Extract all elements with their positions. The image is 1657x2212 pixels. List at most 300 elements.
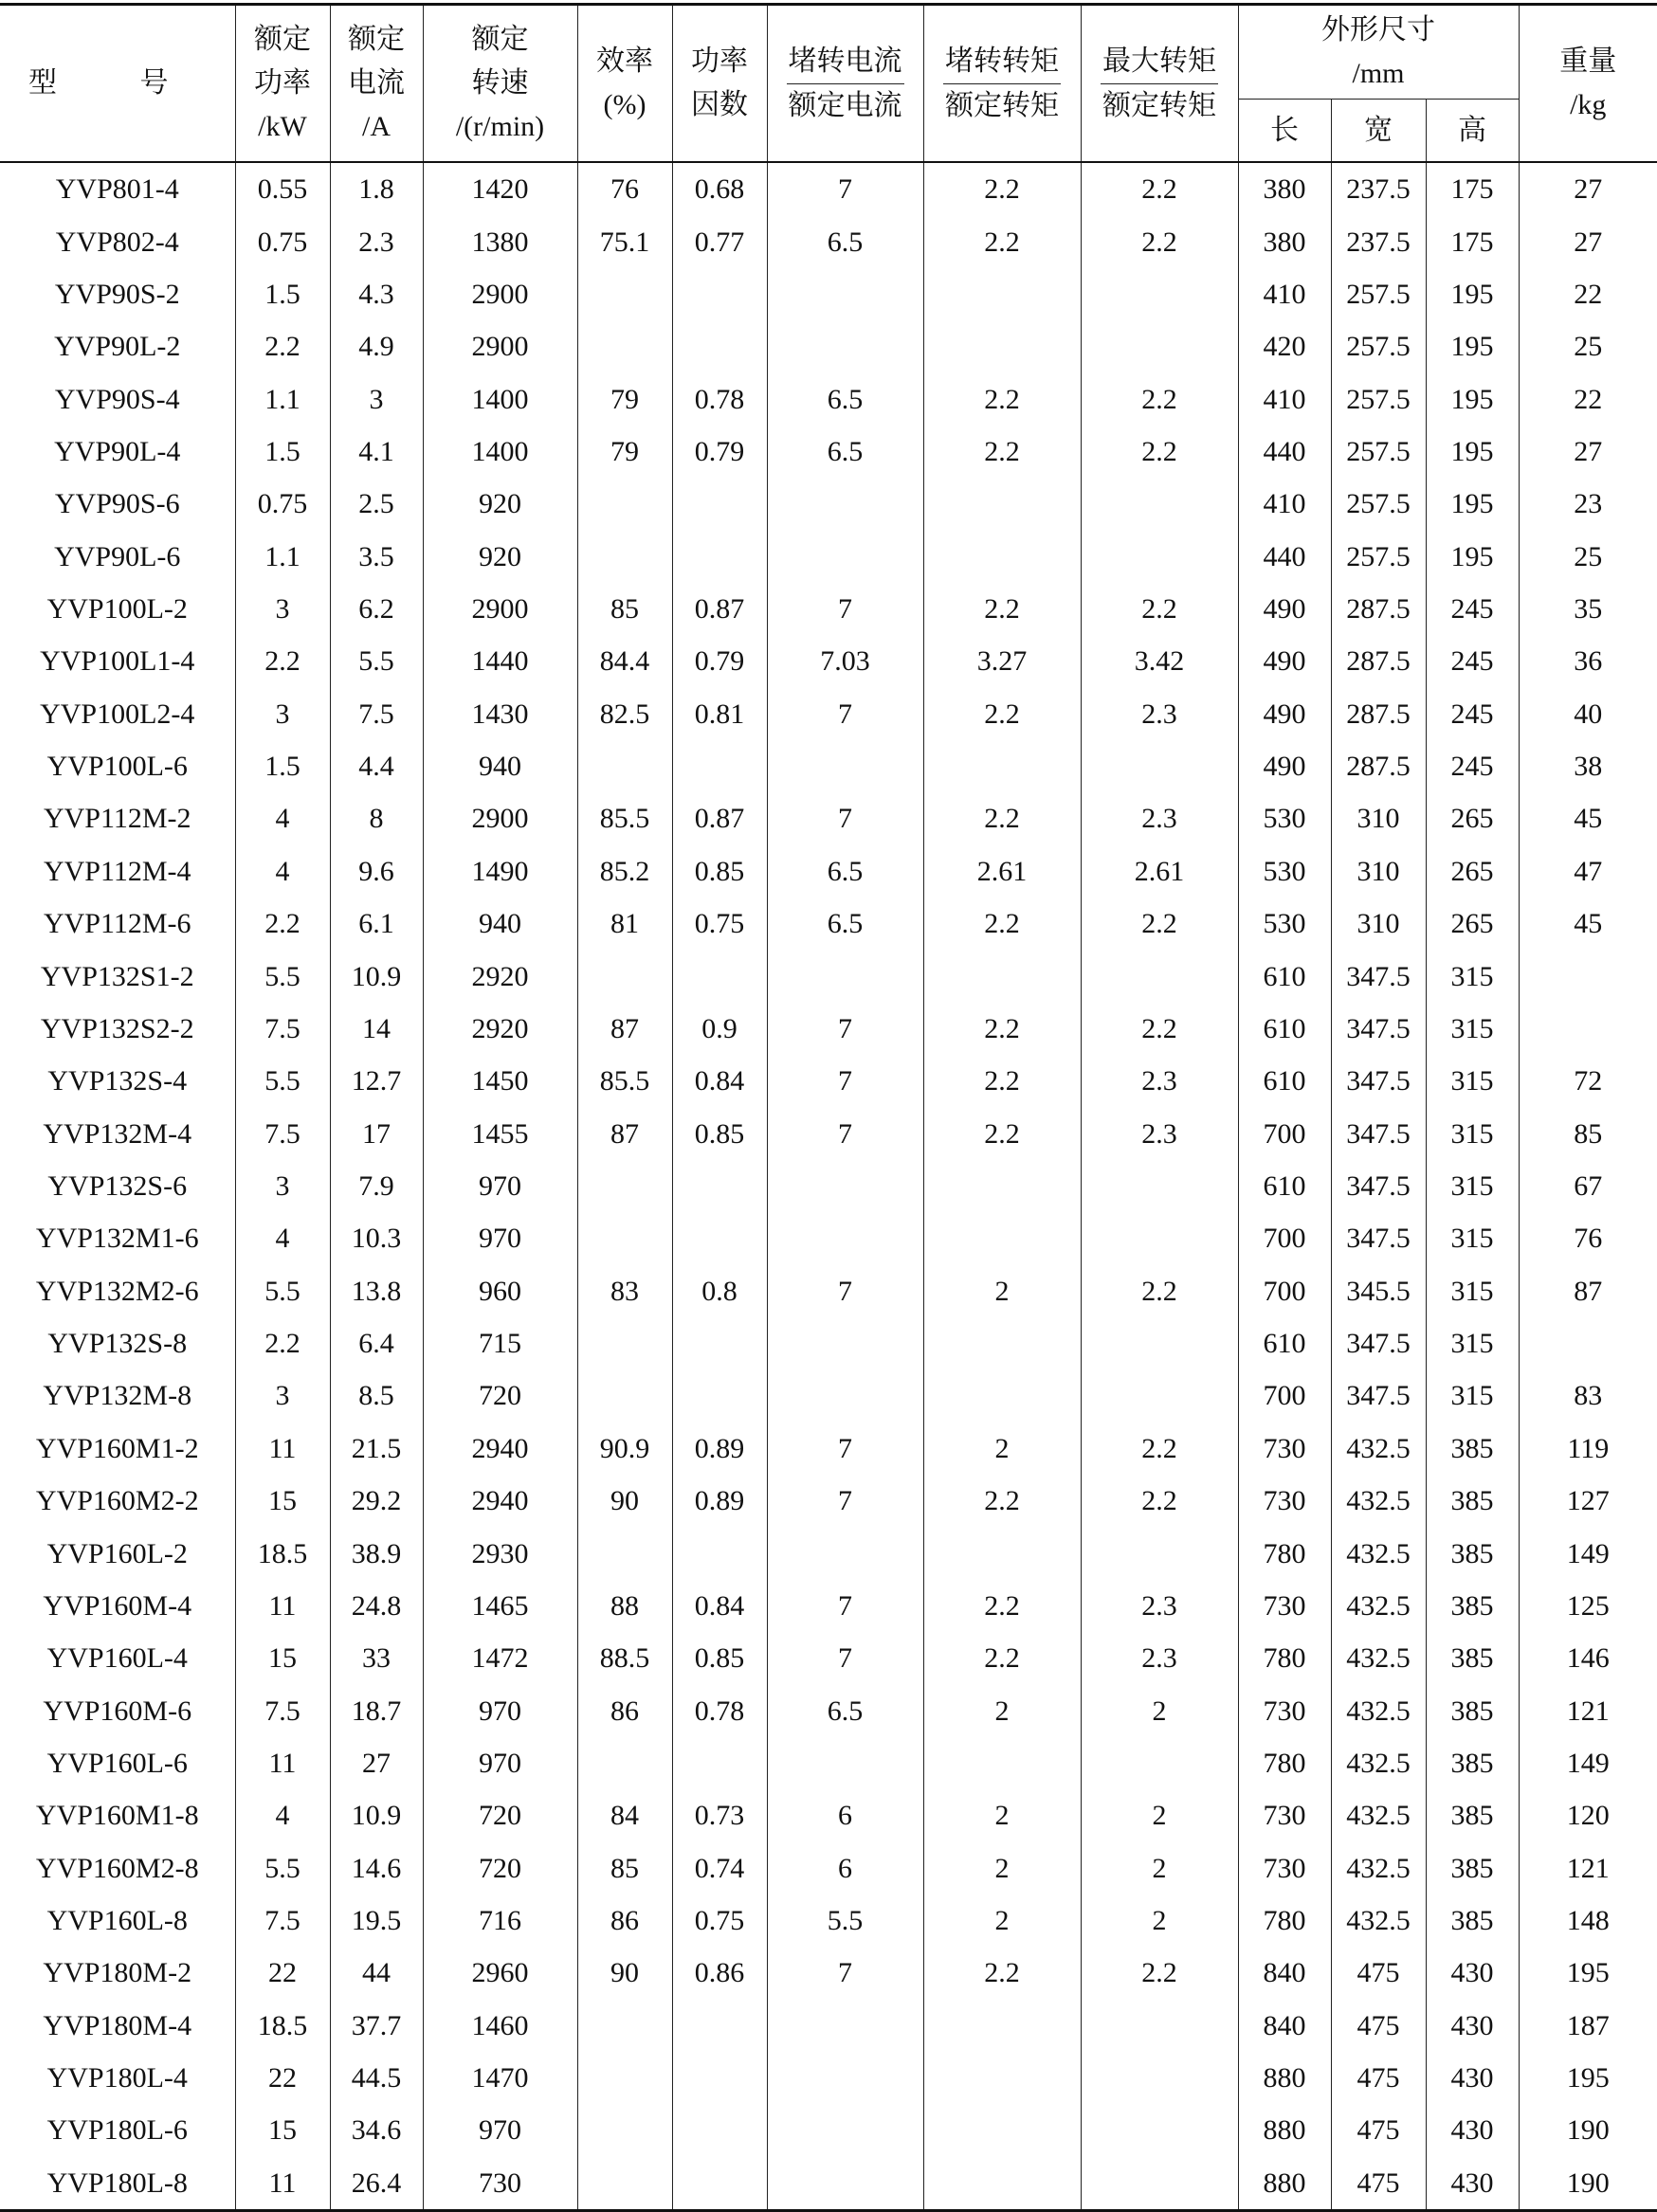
cell-model: YVP160M1-2 [0, 1423, 235, 1475]
cell-height: 315 [1426, 1369, 1519, 1422]
cell-rated-speed: 1400 [423, 426, 577, 478]
cell-width: 257.5 [1331, 320, 1426, 372]
header-weight-line1: 重量 [1559, 45, 1617, 77]
cell-rated-current: 5.5 [330, 635, 423, 687]
cell-rated-power: 15 [235, 1632, 330, 1684]
cell-locked-torque-ratio: 3.27 [923, 635, 1081, 687]
cell-model: YVP90S-2 [0, 268, 235, 320]
cell-rated-current: 10.9 [330, 950, 423, 1002]
cell-locked-current-ratio [767, 1212, 923, 1264]
cell-length: 530 [1238, 792, 1331, 844]
cell-rated-current: 6.1 [330, 897, 423, 950]
cell-weight: 76 [1519, 1212, 1657, 1264]
cell-width: 432.5 [1331, 1684, 1426, 1736]
cell-rated-power: 0.75 [235, 478, 330, 530]
cell-length: 490 [1238, 740, 1331, 792]
cell-rated-current: 33 [330, 1632, 423, 1684]
cell-rated-power: 22 [235, 2052, 330, 2104]
cell-max-torque-ratio [1081, 531, 1238, 583]
cell-weight [1519, 950, 1657, 1002]
cell-height: 385 [1426, 1684, 1519, 1736]
cell-model: YVP112M-6 [0, 897, 235, 950]
cell-model: YVP100L-6 [0, 740, 235, 792]
header-dim-width: 宽 [1331, 100, 1426, 163]
cell-rated-power: 11 [235, 2157, 330, 2211]
cell-locked-current-ratio [767, 1317, 923, 1369]
cell-efficiency: 85 [577, 1842, 672, 1895]
cell-locked-current-ratio: 6.5 [767, 845, 923, 897]
cell-rated-current: 8.5 [330, 1369, 423, 1422]
cell-power-factor [672, 950, 767, 1002]
cell-rated-current: 6.2 [330, 583, 423, 635]
cell-rated-speed: 1380 [423, 215, 577, 267]
cell-max-torque-ratio: 2.3 [1081, 1055, 1238, 1107]
table-row [0, 426, 1657, 478]
cell-length: 700 [1238, 1369, 1331, 1422]
cell-weight: 121 [1519, 1842, 1657, 1895]
cell-height: 385 [1426, 1842, 1519, 1895]
cell-power-factor: 0.73 [672, 1789, 767, 1841]
cell-model: YVP132S1-2 [0, 950, 235, 1002]
cell-model: YVP160M-6 [0, 1684, 235, 1736]
cell-model: YVP160L-8 [0, 1895, 235, 1947]
cell-model: YVP90L-2 [0, 320, 235, 372]
cell-max-torque-ratio [1081, 950, 1238, 1002]
cell-max-torque-ratio: 3.42 [1081, 635, 1238, 687]
header-efficiency-unit: (%) [603, 89, 646, 120]
table-row [0, 1160, 1657, 1212]
header-rated-current-line1: 额定 [348, 24, 405, 55]
cell-length: 700 [1238, 1212, 1331, 1264]
cell-max-torque-ratio: 2.3 [1081, 688, 1238, 740]
table-row [0, 1212, 1657, 1264]
cell-locked-torque-ratio: 2.2 [923, 1580, 1081, 1632]
header-power-factor [672, 5, 767, 163]
cell-rated-power: 2.2 [235, 1317, 330, 1369]
cell-length: 490 [1238, 635, 1331, 687]
cell-length: 420 [1238, 320, 1331, 372]
cell-max-torque-ratio: 2.2 [1081, 1265, 1238, 1317]
cell-locked-torque-ratio: 2.2 [923, 688, 1081, 740]
cell-rated-current: 9.6 [330, 845, 423, 897]
cell-rated-current: 27 [330, 1737, 423, 1789]
table-row [0, 1684, 1657, 1736]
cell-max-torque-ratio: 2.2 [1081, 1947, 1238, 1999]
cell-efficiency [577, 1317, 672, 1369]
cell-max-torque-ratio: 2.61 [1081, 845, 1238, 897]
cell-height: 385 [1426, 1895, 1519, 1947]
cell-locked-torque-ratio [923, 2104, 1081, 2156]
cell-rated-power: 7.5 [235, 1003, 330, 1055]
cell-locked-torque-ratio: 2.2 [923, 1003, 1081, 1055]
cell-efficiency: 90 [577, 1947, 672, 1999]
header-weight-unit: /kg [1570, 89, 1607, 120]
cell-length: 610 [1238, 950, 1331, 1002]
table-row [0, 1947, 1657, 1999]
cell-width: 432.5 [1331, 1895, 1426, 1947]
cell-locked-current-ratio [767, 1160, 923, 1212]
cell-rated-power: 4 [235, 1212, 330, 1264]
cell-rated-current: 2.5 [330, 478, 423, 530]
cell-max-torque-ratio [1081, 1160, 1238, 1212]
cell-rated-power: 5.5 [235, 1265, 330, 1317]
cell-weight: 25 [1519, 531, 1657, 583]
cell-efficiency: 85.2 [577, 845, 672, 897]
cell-rated-power: 3 [235, 688, 330, 740]
cell-locked-current-ratio [767, 478, 923, 530]
cell-rated-current: 4.9 [330, 320, 423, 372]
cell-rated-speed: 2920 [423, 1003, 577, 1055]
cell-model: YVP100L2-4 [0, 688, 235, 740]
table-row [0, 1632, 1657, 1684]
cell-height: 245 [1426, 583, 1519, 635]
locked-current-denominator: 额定电流 [788, 89, 902, 121]
cell-rated-current: 44.5 [330, 2052, 423, 2104]
cell-model: YVP180L-8 [0, 2157, 235, 2211]
cell-max-torque-ratio: 2.3 [1081, 1107, 1238, 1159]
cell-locked-current-ratio: 6.5 [767, 897, 923, 950]
cell-locked-torque-ratio [923, 478, 1081, 530]
cell-width: 287.5 [1331, 740, 1426, 792]
cell-weight: 25 [1519, 320, 1657, 372]
cell-length: 730 [1238, 1580, 1331, 1632]
cell-weight: 38 [1519, 740, 1657, 792]
cell-model: YVP160L-2 [0, 1527, 235, 1579]
cell-width: 347.5 [1331, 1212, 1426, 1264]
cell-width: 432.5 [1331, 1842, 1426, 1895]
cell-locked-torque-ratio: 2.2 [923, 372, 1081, 425]
cell-locked-current-ratio: 7 [767, 688, 923, 740]
cell-max-torque-ratio [1081, 1369, 1238, 1422]
cell-length: 880 [1238, 2052, 1331, 2104]
cell-efficiency: 85.5 [577, 1055, 672, 1107]
cell-model: YVP180M-2 [0, 1947, 235, 1999]
cell-power-factor [672, 1527, 767, 1579]
cell-rated-power: 2.2 [235, 897, 330, 950]
cell-width: 287.5 [1331, 688, 1426, 740]
cell-height: 385 [1426, 1423, 1519, 1475]
cell-weight: 187 [1519, 2000, 1657, 2052]
cell-rated-speed: 1440 [423, 635, 577, 687]
cell-rated-current: 4.1 [330, 426, 423, 478]
cell-width: 432.5 [1331, 1789, 1426, 1841]
cell-locked-current-ratio: 7 [767, 1423, 923, 1475]
cell-locked-current-ratio: 7 [767, 1265, 923, 1317]
cell-efficiency: 84 [577, 1789, 672, 1841]
cell-power-factor: 0.8 [672, 1265, 767, 1317]
cell-weight: 27 [1519, 426, 1657, 478]
table-row [0, 320, 1657, 372]
cell-efficiency: 86 [577, 1684, 672, 1736]
cell-efficiency: 81 [577, 897, 672, 950]
table-row [0, 1265, 1657, 1317]
cell-locked-current-ratio [767, 1737, 923, 1789]
cell-rated-speed: 2900 [423, 320, 577, 372]
cell-power-factor: 0.77 [672, 215, 767, 267]
cell-model: YVP132S2-2 [0, 1003, 235, 1055]
cell-power-factor: 0.85 [672, 1632, 767, 1684]
cell-rated-speed: 1450 [423, 1055, 577, 1107]
cell-power-factor: 0.79 [672, 426, 767, 478]
table-row [0, 268, 1657, 320]
cell-rated-speed: 920 [423, 478, 577, 530]
cell-width: 310 [1331, 792, 1426, 844]
cell-efficiency [577, 1369, 672, 1422]
cell-model: YVP90S-6 [0, 478, 235, 530]
cell-rated-power: 15 [235, 2104, 330, 2156]
table-row [0, 531, 1657, 583]
cell-length: 610 [1238, 1003, 1331, 1055]
cell-width: 257.5 [1331, 478, 1426, 530]
header-model [0, 5, 235, 163]
cell-rated-power: 1.5 [235, 268, 330, 320]
cell-model: YVP132M1-6 [0, 1212, 235, 1264]
cell-model: YVP132S-6 [0, 1160, 235, 1212]
cell-power-factor: 0.89 [672, 1423, 767, 1475]
cell-weight: 190 [1519, 2157, 1657, 2211]
cell-rated-current: 21.5 [330, 1423, 423, 1475]
cell-weight: 149 [1519, 1527, 1657, 1579]
cell-rated-speed: 1460 [423, 2000, 577, 2052]
cell-height: 175 [1426, 215, 1519, 267]
cell-rated-current: 24.8 [330, 1580, 423, 1632]
cell-rated-current: 3.5 [330, 531, 423, 583]
cell-max-torque-ratio: 2.2 [1081, 1423, 1238, 1475]
cell-rated-power: 7.5 [235, 1107, 330, 1159]
header-rated-power-unit: /kW [258, 111, 307, 142]
cell-rated-speed: 2960 [423, 1947, 577, 1999]
cell-height: 385 [1426, 1475, 1519, 1527]
cell-height: 195 [1426, 320, 1519, 372]
cell-rated-power: 7.5 [235, 1684, 330, 1736]
cell-width: 347.5 [1331, 1317, 1426, 1369]
cell-efficiency [577, 1160, 672, 1212]
cell-rated-power: 5.5 [235, 1842, 330, 1895]
cell-width: 347.5 [1331, 1055, 1426, 1107]
cell-max-torque-ratio: 2.3 [1081, 792, 1238, 844]
cell-max-torque-ratio: 2.2 [1081, 372, 1238, 425]
cell-rated-current: 4.4 [330, 740, 423, 792]
cell-efficiency: 79 [577, 426, 672, 478]
cell-locked-current-ratio [767, 740, 923, 792]
cell-height: 175 [1426, 162, 1519, 215]
cell-rated-speed: 970 [423, 1212, 577, 1264]
cell-length: 880 [1238, 2104, 1331, 2156]
cell-rated-speed: 940 [423, 740, 577, 792]
cell-rated-current: 19.5 [330, 1895, 423, 1947]
max-torque-denominator: 额定转矩 [1102, 89, 1216, 121]
cell-weight: 120 [1519, 1789, 1657, 1841]
cell-rated-current: 13.8 [330, 1265, 423, 1317]
cell-rated-power: 5.5 [235, 1055, 330, 1107]
cell-locked-current-ratio: 7 [767, 1055, 923, 1107]
cell-rated-power: 11 [235, 1580, 330, 1632]
table-row [0, 1580, 1657, 1632]
cell-locked-current-ratio: 5.5 [767, 1895, 923, 1947]
cell-max-torque-ratio: 2.2 [1081, 215, 1238, 267]
cell-power-factor: 0.75 [672, 897, 767, 950]
cell-width: 432.5 [1331, 1475, 1426, 1527]
cell-width: 475 [1331, 2157, 1426, 2211]
table-row [0, 2000, 1657, 2052]
cell-width: 345.5 [1331, 1265, 1426, 1317]
cell-efficiency: 88 [577, 1580, 672, 1632]
max-torque-numerator: 最大转矩 [1101, 40, 1218, 84]
cell-rated-current: 38.9 [330, 1527, 423, 1579]
cell-rated-power: 3 [235, 1160, 330, 1212]
cell-efficiency: 87 [577, 1003, 672, 1055]
cell-locked-current-ratio: 6 [767, 1789, 923, 1841]
cell-max-torque-ratio: 2.2 [1081, 426, 1238, 478]
motor-spec-table [0, 3, 1657, 2212]
cell-height: 430 [1426, 2000, 1519, 2052]
cell-locked-current-ratio: 7 [767, 1475, 923, 1527]
cell-locked-torque-ratio: 2 [923, 1895, 1081, 1947]
cell-locked-current-ratio: 7 [767, 1107, 923, 1159]
cell-rated-speed: 2900 [423, 792, 577, 844]
cell-rated-current: 2.3 [330, 215, 423, 267]
cell-rated-power: 1.5 [235, 740, 330, 792]
cell-max-torque-ratio [1081, 740, 1238, 792]
cell-length: 610 [1238, 1160, 1331, 1212]
cell-rated-speed: 2900 [423, 583, 577, 635]
cell-model: YVP160L-6 [0, 1737, 235, 1789]
cell-locked-torque-ratio [923, 1737, 1081, 1789]
header-rated-speed-line1: 额定 [471, 24, 529, 55]
cell-weight: 27 [1519, 162, 1657, 215]
cell-model: YVP160M-4 [0, 1580, 235, 1632]
cell-rated-current: 7.5 [330, 688, 423, 740]
cell-max-torque-ratio: 2.3 [1081, 1632, 1238, 1684]
cell-model: YVP160L-4 [0, 1632, 235, 1684]
cell-rated-current: 6.4 [330, 1317, 423, 1369]
cell-width: 310 [1331, 897, 1426, 950]
cell-power-factor: 0.86 [672, 1947, 767, 1999]
cell-model: YVP802-4 [0, 215, 235, 267]
cell-width: 347.5 [1331, 950, 1426, 1002]
cell-length: 730 [1238, 1842, 1331, 1895]
header-rated-speed-unit: /(r/min) [455, 111, 545, 142]
cell-locked-torque-ratio: 2.2 [923, 1475, 1081, 1527]
table-row [0, 1737, 1657, 1789]
cell-weight: 22 [1519, 372, 1657, 425]
cell-rated-current: 29.2 [330, 1475, 423, 1527]
cell-rated-speed: 960 [423, 1265, 577, 1317]
cell-efficiency: 88.5 [577, 1632, 672, 1684]
cell-height: 385 [1426, 1737, 1519, 1789]
cell-max-torque-ratio [1081, 2052, 1238, 2104]
cell-rated-power: 1.5 [235, 426, 330, 478]
cell-rated-speed: 1490 [423, 845, 577, 897]
cell-efficiency [577, 2052, 672, 2104]
cell-locked-current-ratio [767, 1369, 923, 1422]
cell-model: YVP132S-4 [0, 1055, 235, 1107]
header-weight [1519, 5, 1657, 163]
cell-length: 730 [1238, 1423, 1331, 1475]
cell-length: 610 [1238, 1055, 1331, 1107]
cell-model: YVP132M-4 [0, 1107, 235, 1159]
cell-length: 730 [1238, 1475, 1331, 1527]
cell-max-torque-ratio [1081, 1212, 1238, 1264]
cell-width: 257.5 [1331, 372, 1426, 425]
cell-height: 195 [1426, 268, 1519, 320]
cell-width: 475 [1331, 2104, 1426, 2156]
cell-rated-speed: 1400 [423, 372, 577, 425]
table-row [0, 1842, 1657, 1895]
cell-rated-power: 0.55 [235, 162, 330, 215]
cell-rated-speed: 2930 [423, 1527, 577, 1579]
table-row [0, 162, 1657, 215]
cell-rated-speed: 1465 [423, 1580, 577, 1632]
cell-locked-current-ratio [767, 531, 923, 583]
cell-width: 347.5 [1331, 1107, 1426, 1159]
cell-rated-current: 10.3 [330, 1212, 423, 1264]
cell-model: YVP90L-6 [0, 531, 235, 583]
cell-rated-power: 11 [235, 1423, 330, 1475]
cell-rated-speed: 920 [423, 531, 577, 583]
locked-torque-denominator: 额定转矩 [945, 89, 1059, 121]
cell-efficiency: 79 [577, 372, 672, 425]
cell-locked-current-ratio [767, 320, 923, 372]
cell-efficiency: 87 [577, 1107, 672, 1159]
cell-locked-torque-ratio [923, 2052, 1081, 2104]
header-locked-torque-ratio [923, 5, 1081, 163]
cell-rated-speed: 1430 [423, 688, 577, 740]
cell-max-torque-ratio [1081, 268, 1238, 320]
cell-max-torque-ratio: 2.2 [1081, 897, 1238, 950]
table-row [0, 372, 1657, 425]
cell-power-factor: 0.75 [672, 1895, 767, 1947]
cell-power-factor: 0.89 [672, 1475, 767, 1527]
cell-locked-current-ratio: 7 [767, 583, 923, 635]
cell-rated-power: 3 [235, 583, 330, 635]
locked-current-fraction [787, 40, 904, 128]
cell-length: 530 [1238, 897, 1331, 950]
cell-height: 315 [1426, 1055, 1519, 1107]
cell-efficiency: 76 [577, 162, 672, 215]
cell-locked-torque-ratio: 2.2 [923, 426, 1081, 478]
cell-weight: 119 [1519, 1423, 1657, 1475]
cell-length: 410 [1238, 478, 1331, 530]
cell-width: 257.5 [1331, 426, 1426, 478]
cell-locked-current-ratio: 7 [767, 1003, 923, 1055]
cell-height: 245 [1426, 740, 1519, 792]
cell-weight: 85 [1519, 1107, 1657, 1159]
cell-width: 347.5 [1331, 1369, 1426, 1422]
cell-rated-current: 4.3 [330, 268, 423, 320]
header-dimensions [1238, 5, 1519, 100]
cell-rated-power: 22 [235, 1947, 330, 1999]
cell-weight: 121 [1519, 1684, 1657, 1736]
cell-rated-power: 4 [235, 845, 330, 897]
cell-height: 315 [1426, 1265, 1519, 1317]
table-row [0, 950, 1657, 1002]
cell-length: 780 [1238, 1632, 1331, 1684]
cell-model: YVP90L-4 [0, 426, 235, 478]
cell-rated-current: 34.6 [330, 2104, 423, 2156]
cell-width: 347.5 [1331, 1160, 1426, 1212]
cell-locked-torque-ratio [923, 268, 1081, 320]
cell-locked-torque-ratio [923, 1212, 1081, 1264]
cell-width: 432.5 [1331, 1527, 1426, 1579]
cell-length: 380 [1238, 215, 1331, 267]
cell-weight: 195 [1519, 2052, 1657, 2104]
cell-power-factor: 0.87 [672, 583, 767, 635]
table-row [0, 1527, 1657, 1579]
table-row [0, 1475, 1657, 1527]
cell-power-factor [672, 2052, 767, 2104]
table-row [0, 1317, 1657, 1369]
